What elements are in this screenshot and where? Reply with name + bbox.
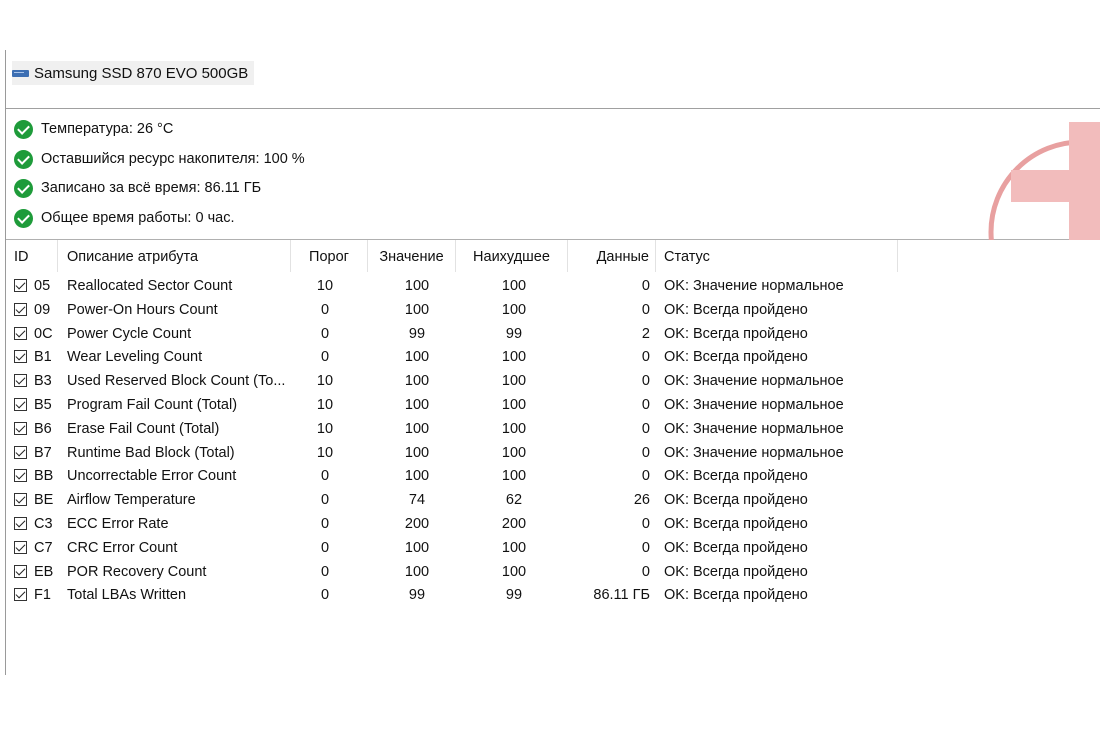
attribute-threshold: 0 (320, 468, 330, 485)
table-row[interactable] (6, 417, 1100, 441)
table-row[interactable] (6, 345, 1100, 369)
attribute-worst: 100 (501, 349, 527, 366)
attribute-worst: 99 (505, 587, 523, 604)
row-checkbox[interactable] (14, 327, 27, 340)
table-header (6, 240, 1100, 272)
header-value[interactable]: Значение (368, 240, 456, 272)
table-row[interactable] (6, 464, 1100, 488)
attribute-value: 200 (404, 516, 430, 532)
attribute-data: 0 (641, 468, 650, 485)
attribute-value: 100 (404, 444, 430, 461)
attribute-value: 100 (404, 468, 430, 485)
attribute-description: CRC Error Count (67, 539, 178, 556)
attribute-worst: 100 (501, 539, 527, 556)
attribute-threshold: 10 (316, 444, 334, 461)
row-checkbox[interactable] (14, 493, 27, 506)
attribute-data: 0 (641, 420, 650, 437)
attribute-data: 0 (641, 278, 650, 294)
attribute-threshold: 0 (320, 301, 330, 318)
attribute-worst: 100 (501, 397, 527, 413)
table-row[interactable] (6, 369, 1100, 393)
attribute-threshold: 0 (320, 325, 330, 342)
row-checkbox[interactable] (14, 279, 27, 292)
attribute-id: 09 (34, 301, 51, 318)
attribute-status: OK: Всегда пройдено (664, 587, 808, 604)
table-row[interactable] (6, 298, 1100, 322)
app-window (5, 50, 1100, 675)
attribute-worst: 100 (501, 278, 527, 294)
attribute-status: OK: Всегда пройдено (664, 325, 808, 342)
attribute-description: Power-On Hours Count (67, 301, 218, 318)
summary-text: Температура: 26 °C (41, 121, 174, 137)
header-status[interactable]: Статус (656, 240, 898, 272)
attribute-id: C7 (34, 539, 53, 556)
attribute-value: 100 (404, 539, 430, 556)
attribute-worst: 100 (501, 468, 527, 485)
attribute-value: 100 (404, 420, 430, 437)
row-checkbox[interactable] (14, 446, 27, 459)
attribute-id: B5 (34, 397, 52, 413)
attribute-value: 99 (408, 325, 426, 342)
attribute-description: Total LBAs Written (67, 587, 187, 604)
attribute-data: 0 (641, 516, 650, 532)
table-row[interactable] (6, 274, 1100, 298)
table-row[interactable] (6, 512, 1100, 536)
attribute-id: B1 (34, 349, 52, 366)
row-checkbox[interactable] (14, 422, 27, 435)
row-checkbox[interactable] (14, 398, 27, 411)
attribute-id: EB (34, 563, 54, 580)
attribute-status: OK: Значение нормальное (664, 397, 844, 413)
attribute-status: OK: Значение нормальное (664, 444, 844, 461)
attribute-data: 0 (641, 539, 650, 556)
row-checkbox[interactable] (14, 565, 27, 578)
summary-temperature (14, 118, 173, 140)
attribute-id: B6 (34, 420, 52, 437)
row-checkbox[interactable] (14, 588, 27, 601)
attribute-id: BE (34, 492, 54, 509)
attribute-value: 100 (404, 563, 430, 580)
attribute-data: 0 (641, 373, 650, 390)
attribute-threshold: 10 (316, 278, 334, 294)
header-data[interactable]: Данные (568, 240, 656, 272)
attribute-threshold: 0 (320, 587, 330, 604)
health-summary-panel (6, 109, 1100, 240)
attribute-threshold: 10 (316, 420, 334, 437)
attribute-description: Program Fail Count (Total) (67, 397, 238, 413)
attribute-data: 0 (641, 349, 650, 366)
attribute-threshold: 0 (320, 539, 330, 556)
summary-text: Оставшийся ресурс накопителя: 100 % (41, 151, 305, 167)
attribute-value: 100 (404, 373, 430, 390)
table-row[interactable] (6, 560, 1100, 584)
attribute-id: 05 (34, 278, 51, 294)
attribute-description: Wear Leveling Count (67, 349, 203, 366)
attribute-value: 100 (404, 301, 430, 318)
attribute-data: 0 (641, 563, 650, 580)
attribute-worst: 100 (501, 563, 527, 580)
ssd-drive-icon (12, 69, 30, 78)
summary-text: Записано за всё время: 86.11 ГБ (41, 180, 262, 196)
attribute-data: 26 (633, 492, 650, 509)
attribute-description: Erase Fail Count (Total) (67, 420, 220, 437)
attribute-status: OK: Значение нормальное (664, 373, 844, 390)
row-checkbox[interactable] (14, 374, 27, 387)
row-checkbox[interactable] (14, 541, 27, 554)
ok-check-icon (14, 179, 33, 198)
attribute-id: B3 (34, 373, 52, 390)
ok-check-icon (14, 120, 33, 139)
attribute-status: OK: Всегда пройдено (664, 301, 808, 318)
row-checkbox[interactable] (14, 469, 27, 482)
attribute-description: Runtime Bad Block (Total) (67, 444, 235, 461)
table-row[interactable] (6, 322, 1100, 346)
header-description[interactable]: Описание атрибута (58, 240, 291, 272)
table-row[interactable] (6, 393, 1100, 417)
attribute-status: OK: Всегда пройдено (664, 539, 808, 556)
attribute-value: 99 (408, 587, 426, 604)
summary-power-on-time (14, 207, 234, 229)
ok-check-icon (14, 209, 33, 228)
attribute-threshold: 10 (316, 373, 334, 390)
table-row[interactable] (6, 536, 1100, 560)
attribute-description: Power Cycle Count (67, 325, 192, 342)
attribute-description: Used Reserved Block Count (To... (67, 373, 286, 390)
attribute-description: POR Recovery Count (67, 563, 207, 580)
attribute-status: OK: Значение нормальное (664, 278, 844, 294)
table-row[interactable] (6, 441, 1100, 465)
attribute-threshold: 0 (320, 349, 330, 366)
attribute-status: OK: Значение нормальное (664, 420, 844, 437)
attribute-description: Reallocated Sector Count (67, 278, 233, 294)
attribute-worst: 100 (501, 373, 527, 390)
summary-total-written (14, 177, 261, 199)
row-checkbox[interactable] (14, 517, 27, 530)
attribute-status: OK: Всегда пройдено (664, 492, 808, 509)
attribute-data: 0 (641, 444, 650, 461)
attribute-id: F1 (34, 587, 51, 604)
attribute-threshold: 0 (320, 492, 330, 509)
attribute-data: 2 (641, 325, 650, 342)
attribute-data: 86.11 ГБ (593, 587, 650, 604)
attribute-status: OK: Всегда пройдено (664, 468, 808, 485)
header-id[interactable]: ID (6, 240, 58, 272)
attribute-worst: 99 (505, 325, 523, 342)
row-checkbox[interactable] (14, 350, 27, 363)
attribute-threshold: 0 (320, 516, 330, 532)
drive-list-panel (6, 50, 1100, 109)
attribute-worst: 200 (501, 516, 527, 532)
drive-list-item[interactable] (12, 61, 254, 85)
attribute-worst: 100 (501, 301, 527, 318)
attribute-data: 0 (641, 301, 650, 318)
attribute-value: 74 (408, 492, 426, 509)
attribute-status: OK: Всегда пройдено (664, 516, 808, 532)
attribute-description: ECC Error Rate (67, 516, 169, 532)
attribute-status: OK: Всегда пройдено (664, 349, 808, 366)
row-checkbox[interactable] (14, 303, 27, 316)
table-row[interactable] (6, 583, 1100, 607)
attribute-threshold: 0 (320, 563, 330, 580)
attribute-id: 0C (34, 325, 53, 342)
summary-remaining-life (14, 148, 305, 170)
header-threshold[interactable]: Порог (291, 240, 368, 272)
drive-name: Samsung SSD 870 EVO 500GB (34, 64, 249, 82)
attribute-worst: 100 (501, 444, 527, 461)
header-worst[interactable]: Наихудшее (456, 240, 568, 272)
ok-check-icon (14, 150, 33, 169)
attribute-data: 0 (641, 397, 650, 413)
attribute-threshold: 10 (316, 397, 334, 413)
attribute-value: 100 (404, 397, 430, 413)
attribute-worst: 62 (505, 492, 523, 509)
table-row[interactable] (6, 488, 1100, 512)
attribute-id: C3 (34, 516, 53, 532)
health-cross-icon (981, 112, 1100, 240)
attribute-description: Uncorrectable Error Count (67, 468, 237, 485)
attribute-value: 100 (404, 278, 430, 294)
attribute-id: BB (34, 468, 54, 485)
attribute-worst: 100 (501, 420, 527, 437)
attribute-description: Airflow Temperature (67, 492, 196, 509)
attribute-id: B7 (34, 444, 52, 461)
attribute-value: 100 (404, 349, 430, 366)
attribute-status: OK: Всегда пройдено (664, 563, 808, 580)
summary-text: Общее время работы: 0 час. (41, 210, 235, 226)
